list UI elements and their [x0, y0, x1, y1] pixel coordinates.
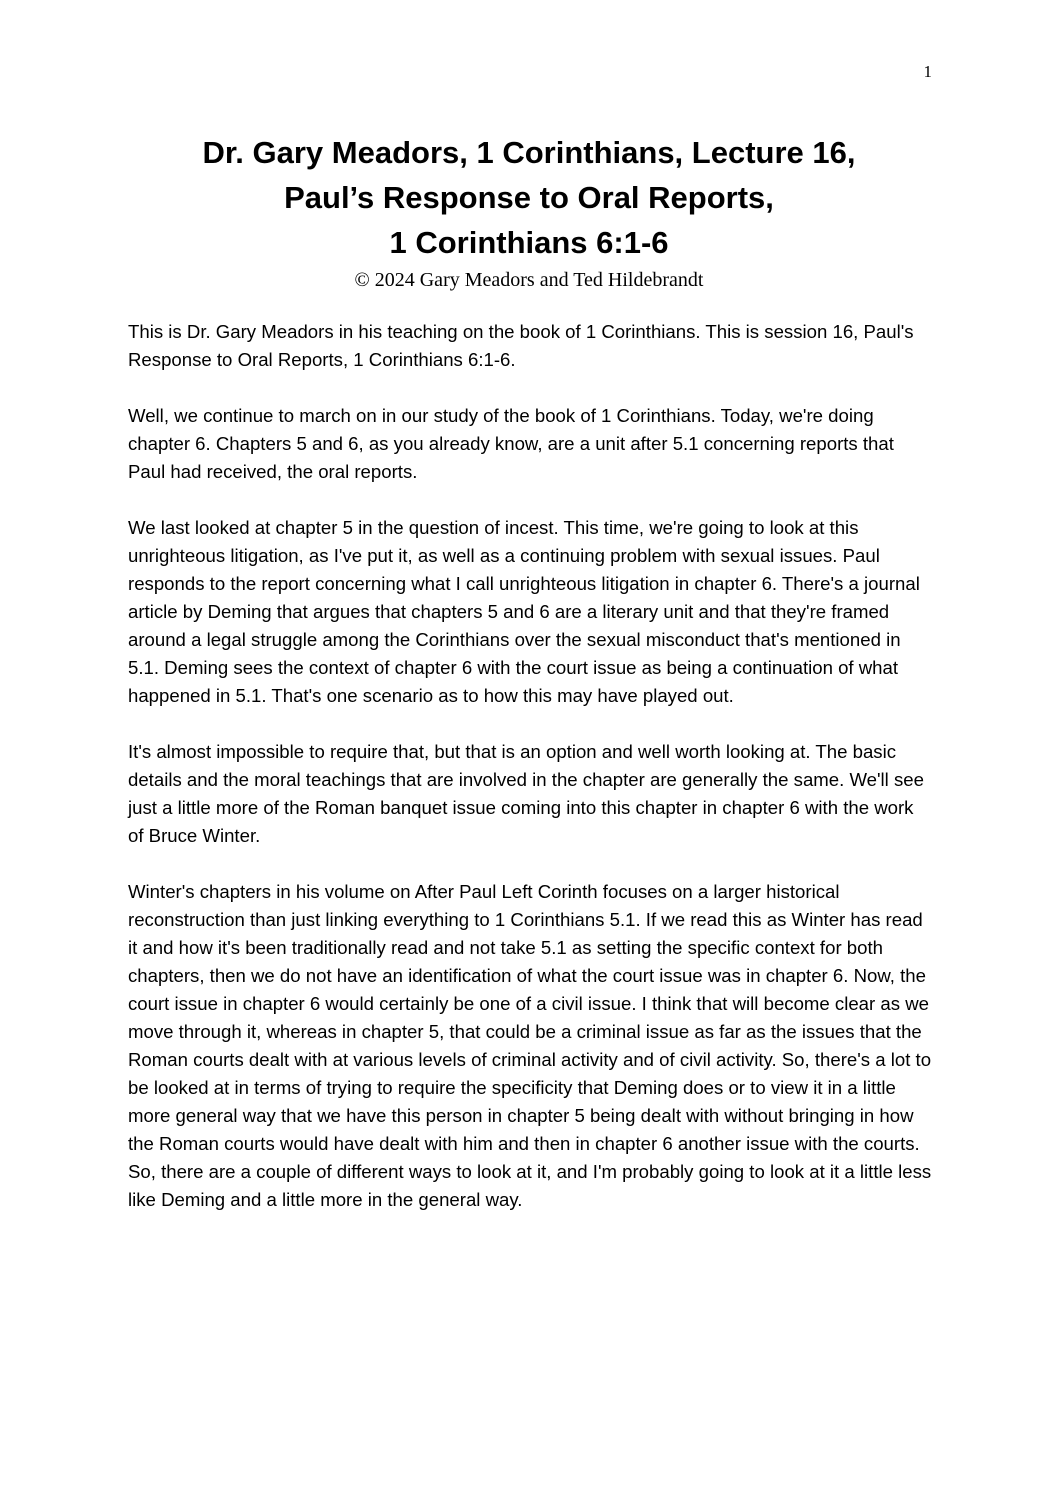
body-text: [128, 318, 934, 1242]
paragraph-5: Winter's chapters in his volume on After Paul Left Corinth focuses on a larger historical reconstruction than just linking everything to 1 Corinthians 5.1. If we read this as Winter has read it and how it's been traditionally read and not take 5.1 as setting the specific context for both chapters, then we do not have an identification of what the court issue was in chapter 6. Now, the court issue in chapter 6 would certainly be one of a civil issue. I think that will become clear as we move through it, whereas in chapter 5, that could be a criminal issue as far as the issues that the Roman courts dealt with at various levels of criminal activity and of civil activity. So, there's a lot to be looked at in terms of trying to require the specificity that Deming does or to view it in a little more general way that we have this person in chapter 5 being dealt with without bringing in how the Roman courts would have dealt with him and then in chapter 6 another issue with the courts. So, there are a couple of different ways to look at it, and I'm probably going to look at it a little less like Deming and a little more in the general way.: [128, 881, 932, 1210]
paragraph-1: This is Dr. Gary Meadors in his teaching on the book of 1 Corinthians. This is session 16, Paul's Response to Oral Reports, 1 Corinthians 6:1-6.: [128, 321, 914, 370]
paragraph-2: Well, we continue to march on in our study of the book of 1 Corinthians. Today, we're doing chapter 6. Chapters 5 and 6, as you already know, are a unit after 5.1 concerning reports that Paul had received, the oral reports.: [128, 405, 894, 482]
paragraph-4: It's almost impossible to require that, but that is an option and well worth looking at. The basic details and the moral teachings that are involved in the chapter are generally the same. We'll see just a little more of the Roman banquet issue coming into this chapter in chapter 6 with the work of Bruce Winter.: [128, 741, 924, 846]
copyright-notice: © 2024 Gary Meadors and Ted Hildebrandt: [354, 269, 704, 291]
page-number: 1: [923, 62, 932, 81]
title-line-1: Dr. Gary Meadors, 1 Corinthians, Lecture 16,: [202, 135, 856, 170]
title-line-2: Paul’s Response to Oral Reports,: [284, 180, 774, 215]
paragraph-3: We last looked at chapter 5 in the question of incest. This time, we're going to look at this unrighteous litigation, as I've put it, as well as a continuing problem with sexual issues. Paul responds to the report concerning what I call unrighteous litigation in chapter 6. There's a journal article by Deming that argues that chapters 5 and 6 are a literary unit and that they're framed around a legal struggle among the Corinthians over the sexual misconduct that's mentioned in 5.1. Deming sees the context of chapter 6 with the court issue as being a continuation of what happened in 5.1. That's one scenario as to how this may have played out.: [128, 517, 920, 706]
title-block: [110, 130, 948, 293]
title-line-3: 1 Corinthians 6:1-6: [389, 225, 669, 260]
